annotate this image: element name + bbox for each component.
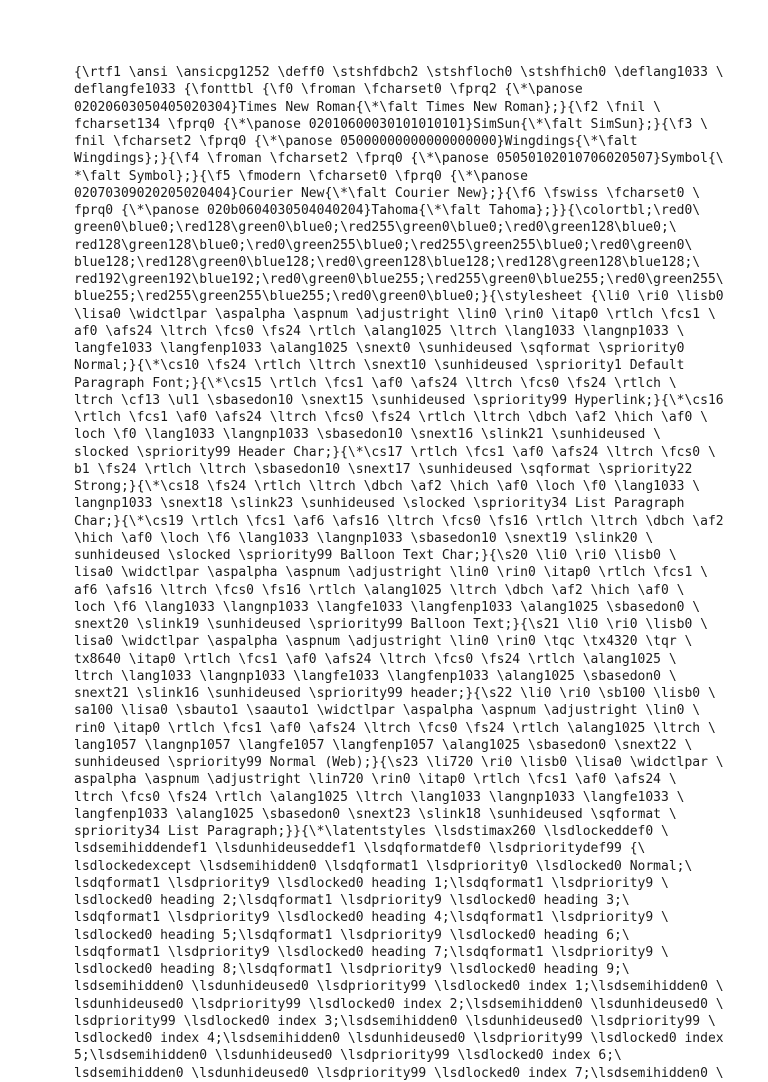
text-line: af0 \afs24 \ltrch \fcs0 \fs24 \rtlch \alang1025 \ltrch \lang1033 \langnp1033 \ xyxy=(74,323,685,339)
text-line: sa100 \lisa0 \sbauto1 \saauto1 \widctlpar \aspalpha \aspnum \adjustright \lin0 \ xyxy=(74,703,701,719)
text-line: red128\green128\blue0;\red0\green255\blue0;\red255\green255\blue0;\red0\green0\ xyxy=(74,237,693,253)
text-line: 02020603050405020304}Times New Roman{\*\falt Times New Roman};}{\f2 \fnil \ xyxy=(74,99,661,115)
text-line: lsdlocked0 index 4;\lsdsemihidden0 \lsdunhideused0 \lsdpriority99 \lsdlocked0 index xyxy=(74,1031,724,1046)
text-line: ltrch \cf13 \ul1 \sbasedon10 \snext15 \sunhideused \spriority99 Hyperlink;}{\*\cs16 xyxy=(74,392,724,408)
text-line: 5;\lsdsemihidden0 \lsdunhideused0 \lsdpriority99 \lsdlocked0 index 6;\ xyxy=(74,1048,622,1064)
text-line: lsdqformat1 \lsdpriority9 \lsdlocked0 heading 4;\lsdqformat1 \lsdpriority9 \ xyxy=(74,910,669,926)
text-line: lsdsemihidden0 \lsdunhideused0 \lsdpriority99 \lsdlocked0 index 7;\lsdsemihidden0 \ xyxy=(74,1065,724,1081)
text-line: lsdqformat1 \lsdpriority9 \lsdlocked0 heading 1;\lsdqformat1 \lsdpriority9 \ xyxy=(74,875,669,891)
text-line: langfe1033 \langfenp1033 \alang1025 \snext0 \sunhideused \sqformat \spriority0 xyxy=(74,341,685,356)
text-line: b1 \fs24 \rtlch \ltrch \sbasedon10 \snext17 \sunhideused \sqformat \spriority22 xyxy=(74,461,693,477)
text-line: loch \f6 \lang1033 \langnp1033 \langfe1033 \langfenp1033 \alang1025 \sbasedon0 \ xyxy=(74,599,701,615)
text-line: lang1057 \langnp1057 \langfe1057 \langfenp1057 \alang1025 \sbasedon0 \snext22 \ xyxy=(74,737,693,753)
text-line: green0\blue0;\red128\green0\blue0;\red255\green0\blue0;\red0\green128\blue0;\ xyxy=(74,220,677,236)
text-line: lsdlocked0 heading 8;\lsdqformat1 \lsdpriority9 \lsdlocked0 heading 9;\ xyxy=(74,962,630,977)
text-line: ltrch \lang1033 \langnp1033 \langfe1033 \langfenp1033 \alang1025 \sbasedon0 \ xyxy=(74,668,677,684)
text-line: lsdlocked0 heading 2;\lsdqformat1 \lsdpriority9 \lsdlocked0 heading 3;\ xyxy=(74,893,630,908)
text-line: 02070309020205020404}Courier New{\*\falt Courier New};}{\f6 \fswiss \fcharset0 \ xyxy=(74,185,701,201)
text-line: sunhideused \slocked \spriority99 Balloon Text Char;}{\s20 \li0 \ri0 \lisb0 \ xyxy=(74,548,677,563)
text-line: slocked \spriority99 Header Char;}{\*\cs17 \rtlch \fcs1 \af0 \afs24 \ltrch \fcs0 \ xyxy=(74,444,716,460)
text-line: Paragraph Font;}{\*\cs15 \rtlch \fcs1 \af0 \afs24 \ltrch \fcs0 \fs24 \rtlch \ xyxy=(74,375,677,391)
text-line: blue128;\red128\green0\blue128;\red0\green128\blue128;\red128\green128\blue128;\ xyxy=(74,254,701,270)
text-line: \lisa0 \widctlpar \aspalpha \aspnum \adjustright \lin0 \rin0 \itap0 \rtlch \fcs1 \ xyxy=(74,306,716,322)
text-line: rin0 \itap0 \rtlch \fcs1 \af0 \afs24 \ltrch \fcs0 \fs24 \rtlch \alang1025 \ltrch \ xyxy=(74,720,716,736)
text-line: lsdqformat1 \lsdpriority9 \lsdlocked0 heading 7;\lsdqformat1 \lsdpriority9 \ xyxy=(74,944,669,960)
text-line: sunhideused \spriority99 Normal (Web);}{\s23 \li720 \ri0 \lisb0 \lisa0 \widctlpar \ xyxy=(74,755,724,770)
text-line: snext21 \slink16 \sunhideused \spriority99 header;}{\s22 \li0 \ri0 \sb100 \lisb0 \ xyxy=(74,686,716,701)
text-line: ltrch \fcs0 \fs24 \rtlch \alang1025 \ltrch \lang1033 \langnp1033 \langfe1033 \ xyxy=(74,789,685,805)
text-line: fcharset134 \fprq0 {\*\panose 02010600030101010101}SimSun{\*\falt SimSun};}{\f3 \ xyxy=(74,116,708,132)
text-line: lsdsemihiddendef1 \lsdunhideuseddef1 \lsdqformatdef0 \lsdprioritydef99 {\ xyxy=(74,841,646,857)
text-line: lisa0 \widctlpar \aspalpha \aspnum \adjustright \lin0 \rin0 \itap0 \rtlch \fcs1 \ xyxy=(74,565,708,581)
text-line: lsdlocked0 heading 5;\lsdqformat1 \lsdpriority9 \lsdlocked0 heading 6;\ xyxy=(74,927,630,943)
text-line: blue255;\red255\green255\blue255;\red0\green0\blue0;}{\stylesheet {\li0 \ri0 \lisb0 xyxy=(74,289,724,305)
text-line: lsdsemihidden0 \lsdunhideused0 \lsdpriority99 \lsdlocked0 index 1;\lsdsemihidden0 \ xyxy=(74,979,724,995)
text-line: Wingdings};}{\f4 \froman \fcharset2 \fprq0 {\*\panose 05050102010706020507}Symbol{\ xyxy=(74,151,724,167)
text-line: loch \f0 \lang1033 \langnp1033 \sbasedon10 \snext16 \slink21 \sunhideused \ xyxy=(74,427,661,443)
text-line: *\falt Symbol};}{\f5 \fmodern \fcharset0 \fprq0 {\*\panose xyxy=(74,168,528,184)
text-line: fnil \fcharset2 \fprq0 {\*\panose 05000000000000000000}Wingdings{\*\falt xyxy=(74,134,638,149)
rtf-source-text xyxy=(74,64,724,1082)
text-line: Strong;}{\*\cs18 \fs24 \rtlch \ltrch \dbch \af2 \hich \af0 \loch \f0 \lang1033 \ xyxy=(74,479,701,494)
text-line: lisa0 \widctlpar \aspalpha \aspnum \adjustright \lin0 \rin0 \tqc \tx4320 \tqr \ xyxy=(74,634,693,650)
text-line: {\rtf1 \ansi \ansicpg1252 \deff0 \stshfdbch2 \stshfloch0 \stshfhich0 \deflang1033 \ xyxy=(74,65,724,80)
text-line: af6 \afs16 \ltrch \fcs0 \fs16 \rtlch \alang1025 \ltrch \dbch \af2 \hich \af0 \ xyxy=(74,582,685,598)
text-line: lsdpriority99 \lsdlocked0 index 3;\lsdsemihidden0 \lsdunhideused0 \lsdpriority99 \ xyxy=(74,1013,716,1029)
text-line: Normal;}{\*\cs10 \fs24 \rtlch \ltrch \snext10 \sunhideused \spriority1 Default xyxy=(74,358,685,374)
text-line: snext20 \slink19 \sunhideused \spriority99 Balloon Text;}{\s21 \li0 \ri0 \lisb0 \ xyxy=(74,617,708,632)
text-line: lsdunhideused0 \lsdpriority99 \lsdlocked0 index 2;\lsdsemihidden0 \lsdunhideused0 \ xyxy=(74,996,724,1012)
text-line: fprq0 {\*\panose 020b0604030504040204}Tahoma{\*\falt Tahoma};}}{\colortbl;\red0\ xyxy=(74,203,701,218)
text-line: langnp1033 \snext18 \slink23 \sunhideused \slocked \spriority34 List Paragraph xyxy=(74,496,685,512)
text-line: tx8640 \itap0 \rtlch \fcs1 \af0 \afs24 \ltrch \fcs0 \fs24 \rtlch \alang1025 \ xyxy=(74,651,677,667)
text-line: langfenp1033 \alang1025 \sbasedon0 \snext23 \slink18 \sunhideused \sqformat \ xyxy=(74,806,677,822)
text-line: spriority34 List Paragraph;}}{\*\latentstyles \lsdstimax260 \lsdlockeddef0 \ xyxy=(74,824,669,839)
text-line: lsdlockedexcept \lsdsemihidden0 \lsdqformat1 \lsdpriority0 \lsdlocked0 Normal;\ xyxy=(74,858,693,874)
text-line: Char;}{\*\cs19 \rtlch \fcs1 \af6 \afs16 \ltrch \fcs0 \fs16 \rtlch \ltrch \dbch \af2 xyxy=(74,513,724,529)
text-line: \hich \af0 \loch \f6 \lang1033 \langnp1033 \sbasedon10 \snext19 \slink20 \ xyxy=(74,530,654,546)
text-line: red192\green192\blue192;\red0\green0\blue255;\red255\green0\blue255;\red0\green255\ xyxy=(74,272,724,287)
text-line: aspalpha \aspnum \adjustright \lin720 \rin0 \itap0 \rtlch \fcs1 \af0 \afs24 \ xyxy=(74,772,677,788)
text-line: deflangfe1033 {\fonttbl {\f0 \froman \fcharset0 \fprq2 {\*\panose xyxy=(74,82,583,98)
text-line: \rtlch \fcs1 \af0 \afs24 \ltrch \fcs0 \fs24 \rtlch \ltrch \dbch \af2 \hich \af0 \ xyxy=(74,410,708,425)
